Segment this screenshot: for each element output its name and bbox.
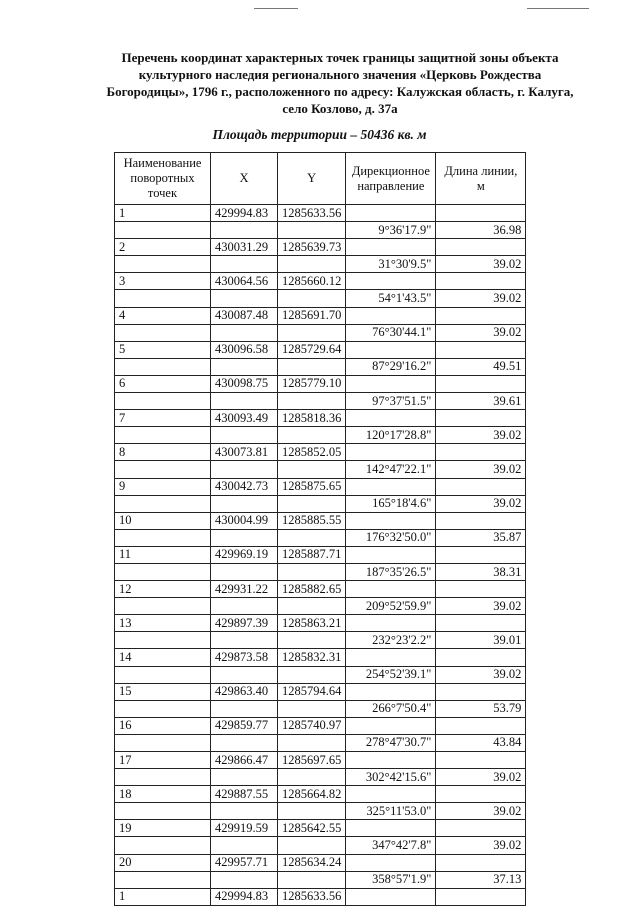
cell-y (278, 461, 346, 478)
cell-point: 14 (115, 649, 211, 666)
area-caption: Площадь территории – 50436 кв. м (212, 127, 427, 142)
cell-point: 12 (115, 581, 211, 598)
table-row (115, 803, 526, 820)
cell-x: 429863.40 (211, 683, 278, 700)
cell-length: 39.02 (436, 769, 526, 786)
title-line: село Козлово, д. 37а (282, 101, 398, 116)
cell-length (436, 546, 526, 563)
table-row (115, 734, 526, 751)
cell-y: 1285660.12 (278, 273, 346, 290)
cell-length: 39.02 (436, 256, 526, 273)
cell-direction (346, 205, 436, 222)
cell-point (115, 529, 211, 546)
cell-direction: 358°57'1.9" (346, 871, 436, 888)
cell-x (211, 358, 278, 375)
cell-direction (346, 410, 436, 427)
cell-length (436, 273, 526, 290)
cell-y: 1285633.56 (278, 888, 346, 905)
cell-x (211, 837, 278, 854)
cell-direction: 266°7'50.4" (346, 700, 436, 717)
cell-x: 430098.75 (211, 375, 278, 392)
cell-length: 39.02 (436, 461, 526, 478)
table-row (115, 307, 526, 324)
cell-y: 1285863.21 (278, 615, 346, 632)
cell-x (211, 222, 278, 239)
cell-length (436, 752, 526, 769)
cell-x: 429931.22 (211, 581, 278, 598)
cell-length: 39.02 (436, 427, 526, 444)
cell-x: 430087.48 (211, 307, 278, 324)
cell-x (211, 803, 278, 820)
cell-length (436, 444, 526, 461)
cell-direction: 278°47'30.7" (346, 734, 436, 751)
cell-y (278, 256, 346, 273)
table-row (115, 837, 526, 854)
cell-direction (346, 375, 436, 392)
cell-x: 430031.29 (211, 239, 278, 256)
table-row (115, 393, 526, 410)
cell-y: 1285882.65 (278, 581, 346, 598)
cell-point: 19 (115, 820, 211, 837)
cell-point (115, 803, 211, 820)
table-row (115, 752, 526, 769)
cell-point: 6 (115, 375, 211, 392)
cell-point: 4 (115, 307, 211, 324)
cell-y: 1285875.65 (278, 478, 346, 495)
cell-point (115, 632, 211, 649)
title-line: культурного наследия регионального значения «Церковь Рождества (138, 67, 542, 82)
cell-direction: 302°42'15.6" (346, 769, 436, 786)
table-row (115, 324, 526, 341)
cell-x (211, 427, 278, 444)
cell-length (436, 478, 526, 495)
cell-point: 7 (115, 410, 211, 427)
cell-point (115, 324, 211, 341)
table-row (115, 461, 526, 478)
table-row (115, 410, 526, 427)
cell-point: 20 (115, 854, 211, 871)
cell-y: 1285885.55 (278, 512, 346, 529)
top-scan-mark-right (527, 8, 589, 9)
cell-y: 1285779.10 (278, 375, 346, 392)
cell-x (211, 324, 278, 341)
cell-point: 16 (115, 717, 211, 734)
cell-x (211, 529, 278, 546)
cell-direction (346, 273, 436, 290)
cell-direction (346, 683, 436, 700)
title-line: Перечень координат характерных точек границы защитной зоны объекта (121, 50, 559, 65)
cell-point (115, 358, 211, 375)
cell-y (278, 529, 346, 546)
table-row (115, 529, 526, 546)
cell-point: 11 (115, 546, 211, 563)
cell-point (115, 666, 211, 683)
table-row (115, 341, 526, 358)
table-row (115, 786, 526, 803)
cell-direction (346, 512, 436, 529)
cell-y (278, 324, 346, 341)
cell-x (211, 769, 278, 786)
cell-y: 1285639.73 (278, 239, 346, 256)
table-row (115, 222, 526, 239)
cell-x: 429957.71 (211, 854, 278, 871)
cell-y (278, 290, 346, 307)
cell-y: 1285794.64 (278, 683, 346, 700)
cell-x (211, 666, 278, 683)
cell-x: 429873.58 (211, 649, 278, 666)
table-row (115, 615, 526, 632)
cell-x (211, 256, 278, 273)
cell-direction: 254°52'39.1" (346, 666, 436, 683)
cell-direction (346, 546, 436, 563)
cell-point: 8 (115, 444, 211, 461)
cell-point (115, 837, 211, 854)
cell-length (436, 375, 526, 392)
cell-direction: 142°47'22.1" (346, 461, 436, 478)
cell-length (436, 341, 526, 358)
cell-length: 39.01 (436, 632, 526, 649)
cell-point (115, 700, 211, 717)
cell-direction (346, 444, 436, 461)
cell-direction: 31°30'9.5" (346, 256, 436, 273)
header-length: Длина линии, м (436, 153, 526, 205)
cell-direction (346, 239, 436, 256)
table-row (115, 239, 526, 256)
cell-direction (346, 649, 436, 666)
cell-x: 430096.58 (211, 341, 278, 358)
cell-point: 1 (115, 888, 211, 905)
cell-direction (346, 854, 436, 871)
cell-direction (346, 786, 436, 803)
cell-x (211, 632, 278, 649)
cell-x: 429859.77 (211, 717, 278, 734)
cell-x: 429994.83 (211, 205, 278, 222)
cell-direction (346, 478, 436, 495)
cell-point: 3 (115, 273, 211, 290)
cell-x (211, 495, 278, 512)
cell-length: 39.02 (436, 666, 526, 683)
table-row (115, 769, 526, 786)
table-row (115, 444, 526, 461)
cell-x (211, 393, 278, 410)
cell-direction (346, 752, 436, 769)
header-y: Y (278, 153, 346, 205)
cell-direction: 325°11'53.0" (346, 803, 436, 820)
cell-length: 39.02 (436, 324, 526, 341)
cell-point (115, 393, 211, 410)
cell-length: 39.61 (436, 393, 526, 410)
table-header-row (115, 153, 526, 205)
header-x: X (211, 153, 278, 205)
cell-direction: 347°42'7.8" (346, 837, 436, 854)
cell-y (278, 495, 346, 512)
cell-y (278, 769, 346, 786)
cell-direction: 9°36'17.9" (346, 222, 436, 239)
cell-length (436, 205, 526, 222)
cell-x (211, 461, 278, 478)
table-row (115, 717, 526, 734)
cell-x (211, 563, 278, 580)
cell-x: 430064.56 (211, 273, 278, 290)
cell-point (115, 222, 211, 239)
table-row (115, 273, 526, 290)
cell-length (436, 854, 526, 871)
cell-y: 1285818.36 (278, 410, 346, 427)
cell-length (436, 888, 526, 905)
cell-direction (346, 307, 436, 324)
cell-x (211, 871, 278, 888)
cell-x: 429887.55 (211, 786, 278, 803)
cell-length: 35.87 (436, 529, 526, 546)
cell-point: 15 (115, 683, 211, 700)
cell-direction (346, 581, 436, 598)
document-title (60, 49, 620, 117)
table-row (115, 563, 526, 580)
cell-y: 1285852.05 (278, 444, 346, 461)
cell-length (436, 512, 526, 529)
cell-y (278, 598, 346, 615)
cell-x: 429969.19 (211, 546, 278, 563)
table-row (115, 649, 526, 666)
cell-length: 53.79 (436, 700, 526, 717)
table-row (115, 375, 526, 392)
table-row (115, 495, 526, 512)
cell-point (115, 734, 211, 751)
table-row (115, 358, 526, 375)
cell-x: 430093.49 (211, 410, 278, 427)
cell-point: 13 (115, 615, 211, 632)
cell-point: 1 (115, 205, 211, 222)
cell-y (278, 632, 346, 649)
cell-y (278, 358, 346, 375)
cell-x: 429994.83 (211, 888, 278, 905)
cell-length: 39.02 (436, 290, 526, 307)
cell-direction: 176°32'50.0" (346, 529, 436, 546)
cell-point (115, 563, 211, 580)
cell-point (115, 461, 211, 478)
cell-length: 37.13 (436, 871, 526, 888)
cell-x: 429919.59 (211, 820, 278, 837)
cell-length: 39.02 (436, 495, 526, 512)
cell-length: 43.84 (436, 734, 526, 751)
cell-y (278, 871, 346, 888)
table-row (115, 700, 526, 717)
cell-length (436, 683, 526, 700)
cell-y: 1285697.65 (278, 752, 346, 769)
table-row (115, 205, 526, 222)
top-scan-mark-left (254, 8, 298, 9)
cell-direction: 165°18'4.6" (346, 495, 436, 512)
table-row (115, 854, 526, 871)
cell-point: 17 (115, 752, 211, 769)
cell-point (115, 598, 211, 615)
cell-point: 18 (115, 786, 211, 803)
cell-length (436, 786, 526, 803)
table-row (115, 871, 526, 888)
cell-direction: 76°30'44.1" (346, 324, 436, 341)
cell-length (436, 307, 526, 324)
cell-y (278, 393, 346, 410)
cell-x: 430073.81 (211, 444, 278, 461)
cell-direction: 232°23'2.2" (346, 632, 436, 649)
cell-y: 1285740.97 (278, 717, 346, 734)
cell-length (436, 649, 526, 666)
table-row (115, 512, 526, 529)
cell-length (436, 717, 526, 734)
title-line: Богородицы», 1796 г., расположенного по адресу: Калужская область, г. Калуга, (106, 84, 574, 99)
cell-point (115, 290, 211, 307)
cell-point (115, 495, 211, 512)
cell-point: 5 (115, 341, 211, 358)
cell-direction: 120°17'28.8" (346, 427, 436, 444)
table-row (115, 581, 526, 598)
cell-direction: 209°52'59.9" (346, 598, 436, 615)
cell-length (436, 581, 526, 598)
cell-x (211, 734, 278, 751)
cell-y: 1285642.55 (278, 820, 346, 837)
cell-direction: 187°35'26.5" (346, 563, 436, 580)
cell-x: 429866.47 (211, 752, 278, 769)
cell-x (211, 700, 278, 717)
cell-direction (346, 615, 436, 632)
cell-length: 39.02 (436, 803, 526, 820)
cell-y: 1285691.70 (278, 307, 346, 324)
table-row (115, 256, 526, 273)
table-row (115, 427, 526, 444)
table-row (115, 478, 526, 495)
cell-direction (346, 341, 436, 358)
cell-length: 36.98 (436, 222, 526, 239)
table-row (115, 598, 526, 615)
cell-direction (346, 717, 436, 734)
cell-y: 1285729.64 (278, 341, 346, 358)
cell-x: 430004.99 (211, 512, 278, 529)
cell-point: 10 (115, 512, 211, 529)
cell-point: 9 (115, 478, 211, 495)
cell-x (211, 290, 278, 307)
table-row (115, 888, 526, 905)
cell-y (278, 222, 346, 239)
cell-direction: 87°29'16.2" (346, 358, 436, 375)
header-direction: Дирекционное направление (346, 153, 436, 205)
cell-y (278, 666, 346, 683)
cell-y (278, 837, 346, 854)
cell-length (436, 410, 526, 427)
cell-x (211, 598, 278, 615)
table-row (115, 820, 526, 837)
cell-x: 429897.39 (211, 615, 278, 632)
cell-y: 1285634.24 (278, 854, 346, 871)
cell-length (436, 615, 526, 632)
cell-y: 1285832.31 (278, 649, 346, 666)
cell-point (115, 427, 211, 444)
cell-y: 1285664.82 (278, 786, 346, 803)
table-row (115, 290, 526, 307)
cell-y (278, 803, 346, 820)
cell-point: 2 (115, 239, 211, 256)
cell-y (278, 734, 346, 751)
cell-point (115, 871, 211, 888)
cell-y: 1285887.71 (278, 546, 346, 563)
cell-direction (346, 888, 436, 905)
cell-length: 49.51 (436, 358, 526, 375)
cell-x: 430042.73 (211, 478, 278, 495)
cell-length: 39.02 (436, 598, 526, 615)
cell-direction: 97°37'51.5" (346, 393, 436, 410)
table-row (115, 666, 526, 683)
cell-y (278, 563, 346, 580)
cell-point (115, 769, 211, 786)
table-row (115, 632, 526, 649)
cell-direction (346, 820, 436, 837)
cell-y: 1285633.56 (278, 205, 346, 222)
coordinates-table (114, 152, 526, 906)
cell-length (436, 820, 526, 837)
cell-point (115, 256, 211, 273)
table-row (115, 683, 526, 700)
table-body (115, 205, 526, 906)
cell-y (278, 700, 346, 717)
cell-length: 38.31 (436, 563, 526, 580)
cell-y (278, 427, 346, 444)
cell-length: 39.02 (436, 837, 526, 854)
cell-direction: 54°1'43.5" (346, 290, 436, 307)
cell-length (436, 239, 526, 256)
table-row (115, 546, 526, 563)
header-point-name: Наименование поворотных точек (115, 153, 211, 205)
